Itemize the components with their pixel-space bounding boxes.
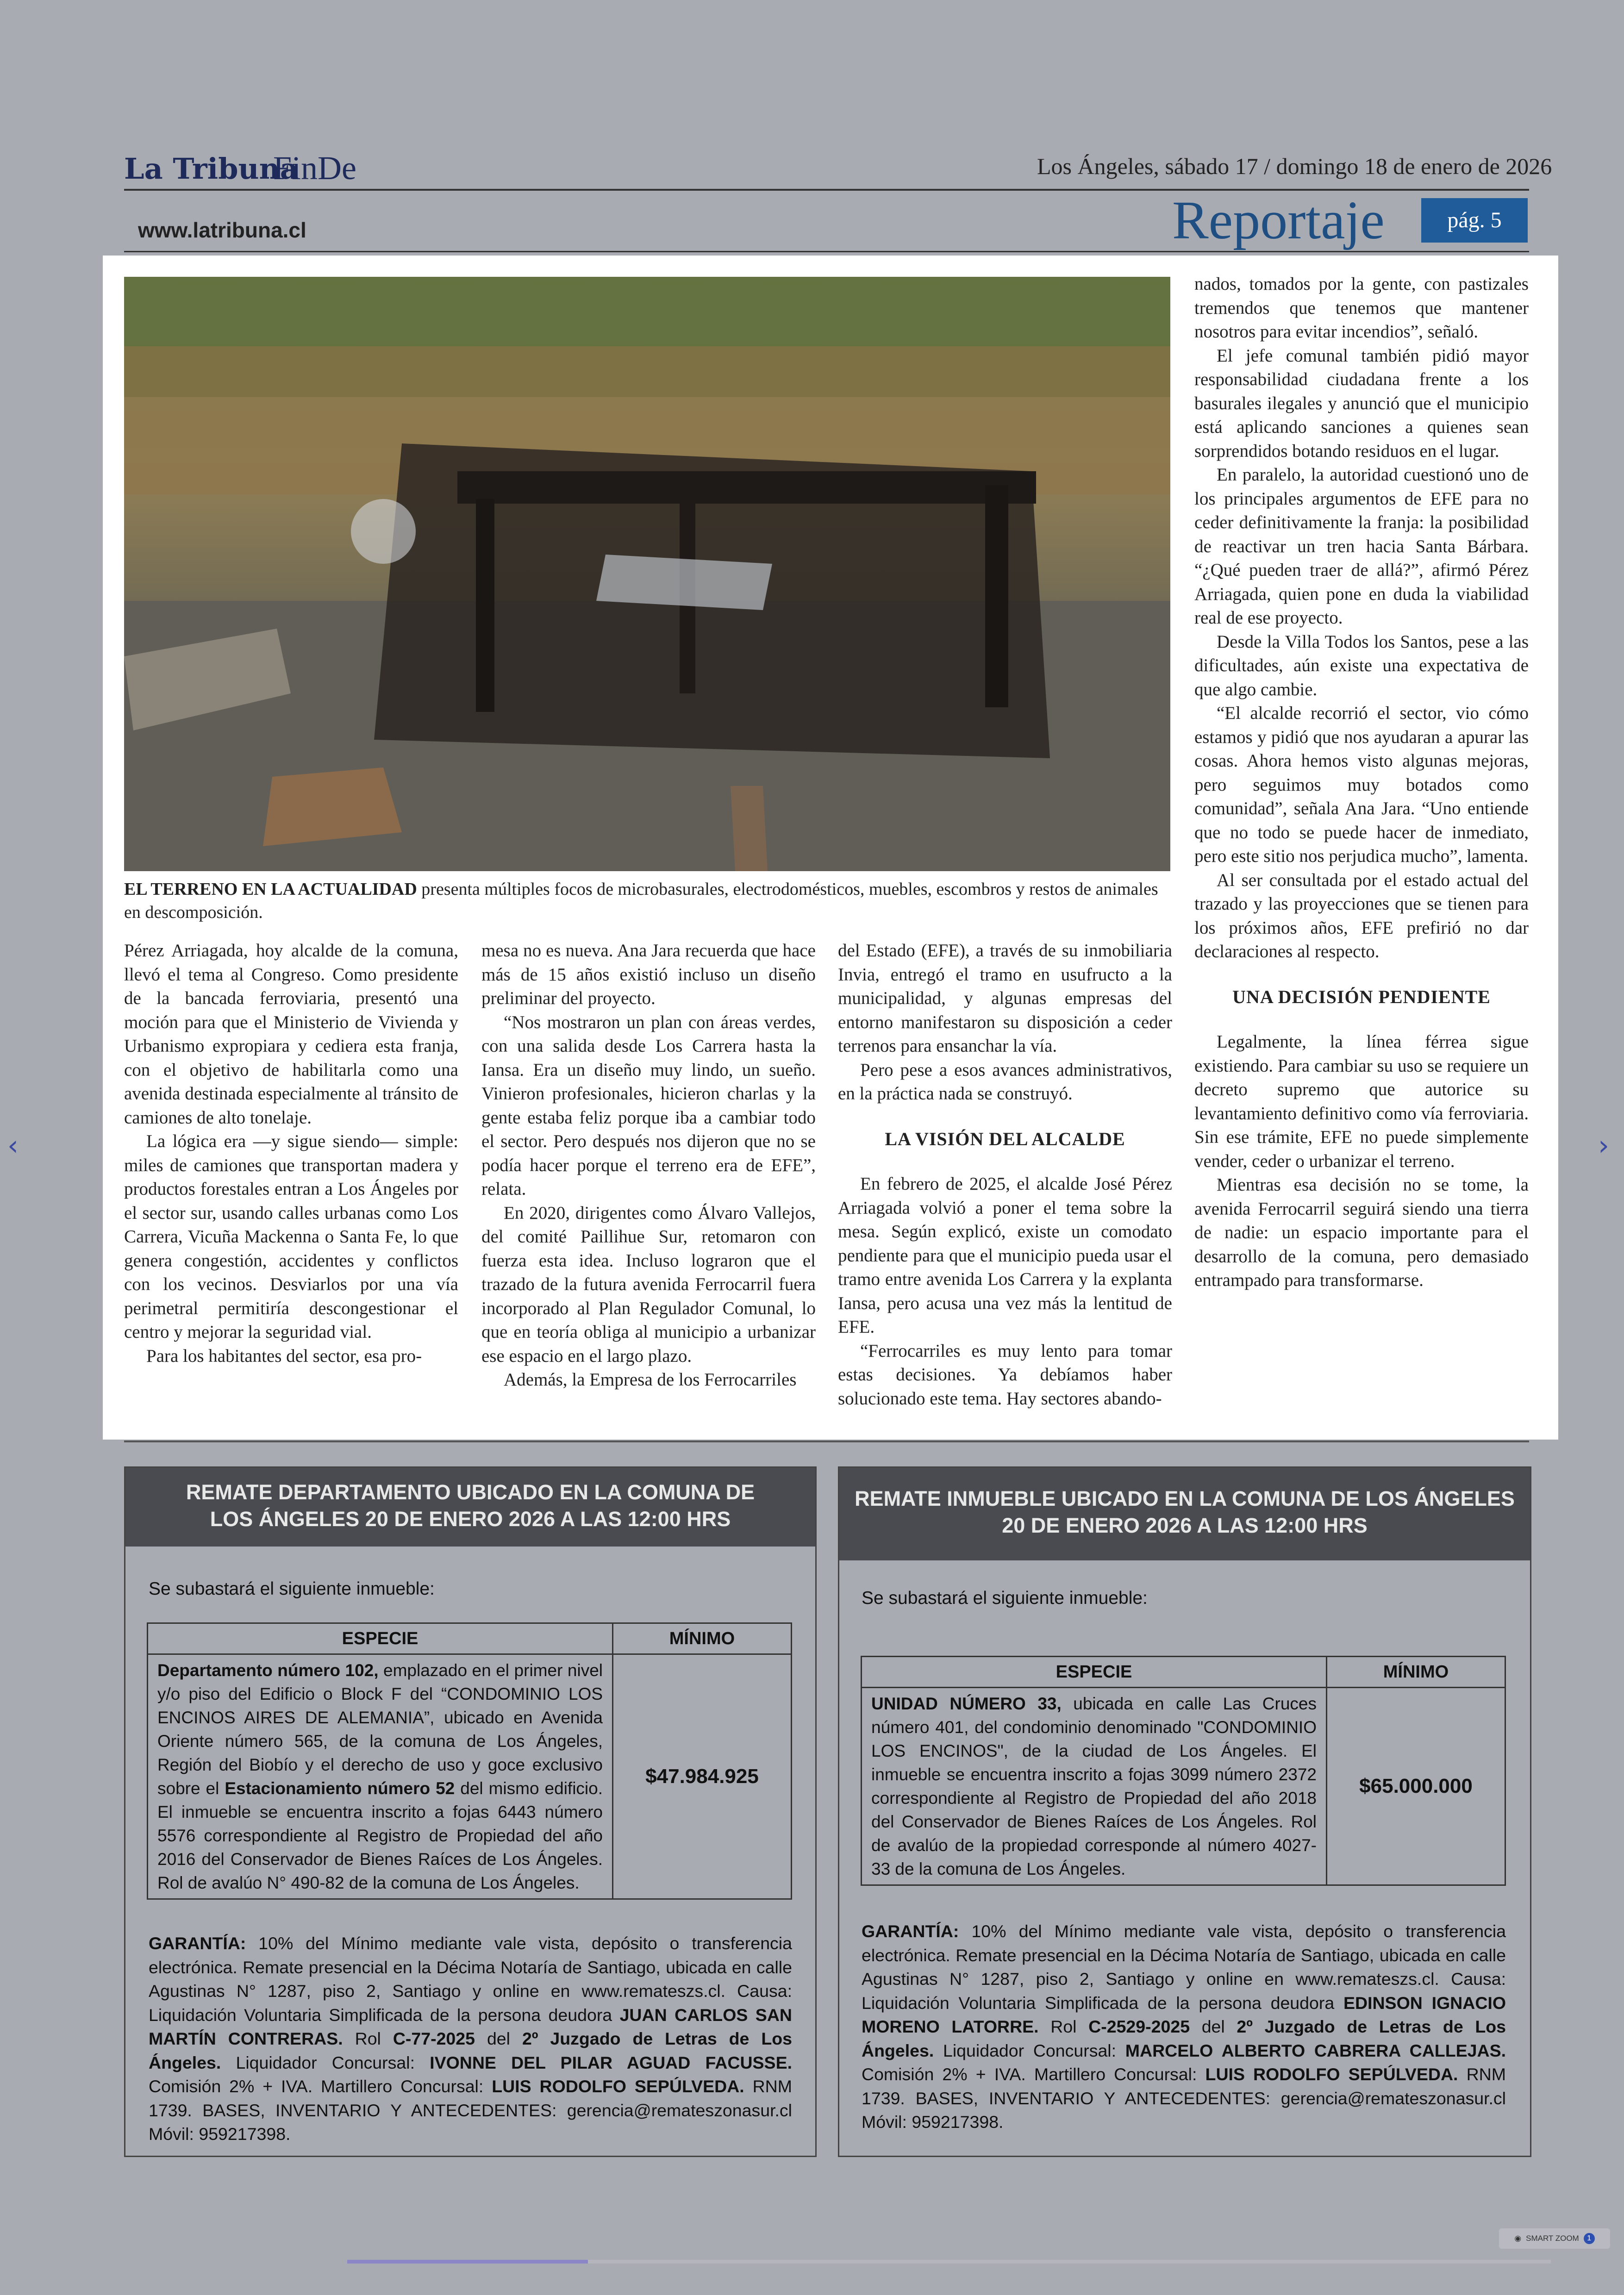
column-header-especie: ESPECIE (862, 1657, 1327, 1688)
bold-text: LUIS RODOLFO SEPÚLVEDA. (1205, 2064, 1458, 2084)
issue-date: Los Ángeles, sábado 17 / domingo 18 de enero de 2026 (1037, 153, 1552, 179)
minimum-price: $65.000.000 (1327, 1688, 1505, 1885)
text: del mismo edificio. El inmueble se encuentra inscrito a fojas 6443 número 5576 correspondiente al Registro de Propiedad del año 2016 del Conservador de Bienes Raíces de Los Ángeles. Rol de avalúo N° 490-82 de la comuna de Los Ángeles. (157, 1779, 603, 1892)
bold-text: IVONNE DEL PILAR AGUAD FACUSSE. (430, 2052, 792, 2072)
text: RNM 1739. BASES, INVENTARIO Y ANTECEDENTES: gerencia@remateszonasur.cl Móvil: 959217398. (862, 2064, 1506, 2132)
bold-text: C-77-2025 (393, 2029, 475, 2048)
paragraph: Pero pese a esos avances administrativos, en la práctica nada se construyó. (838, 1060, 1172, 1104)
website-url: www.latribuna.cl (138, 218, 306, 242)
article-column-2 (481, 939, 816, 1392)
paragraph: Para los habitantes del sector, esa pro- (146, 1346, 422, 1366)
auction-title (125, 1468, 815, 1547)
paragraph: Mientras esa decisión no se tome, la avenida Ferrocarril seguirá siendo una tierra de nadie: un espacio importante para el desarrollo de la comuna, pero demasiado entrampado para transformarse. (1194, 1175, 1529, 1290)
bold-text: UNIDAD NÚMERO 33, (871, 1694, 1062, 1713)
zoom-level-badge: 1 (1584, 2233, 1595, 2244)
page-progress-fill (347, 2260, 588, 2264)
text: emplazado en el primer nivel y/o piso del Edificio o Block F del “CONDOMINIO LOS ENCINOS AIRES DE ALEMANIA”, ubicado en Avenida Oriente número 565, de la comuna de Los Ángeles, Región del Biobío y el derecho de uso y goce exclusivo sobre el (157, 1661, 603, 1798)
paragraph: del Estado (EFE), a través de su inmobiliaria Invia, entregó el tramo en usufructo a la municipalidad, y algunas empresas del entorno manifestaron su disposición a ceder terrenos para ensanchar la vía. (838, 941, 1172, 1056)
paragraph: Legalmente, la línea férrea sigue existiendo. Para cambiar su uso se requiere un decreto supremo que autorice su levantamiento definitivo como vía ferroviaria. Sin ese trámite, EFE no puede simplemente vender, ceder o urbanizar el terreno. (1194, 1032, 1529, 1171)
text: Rol (1038, 2017, 1089, 2036)
auction-ad-1 (124, 1466, 817, 2157)
paragraph: mesa no es nueva. Ana Jara recuerda que hace más de 15 años existió incluso un diseño preliminar del proyecto. (481, 941, 816, 1008)
chevron-right-icon[interactable]: › (1598, 1129, 1609, 1162)
paragraph: Desde la Villa Todos los Santos, pese a las dificultades, aún existe una expectativa de que algo cambie. (1194, 631, 1529, 699)
article-column-3 (838, 939, 1172, 1410)
bold-text: JUAN CARLOS SAN MARTÍN CONTRERAS. (149, 2005, 792, 2048)
header-divider-2 (124, 251, 1529, 252)
minimum-price: $47.984.925 (613, 1654, 792, 1899)
subheading: UNA DECISIÓN PENDIENTE (1232, 986, 1491, 1007)
article-bottom-divider (124, 1441, 1529, 1442)
auction-title (839, 1468, 1530, 1560)
auction-title-line-1: REMATE DEPARTAMENTO UBICADO EN LA COMUNA DE (186, 1480, 755, 1504)
smart-zoom-label: SMART ZOOM (1526, 2234, 1579, 2243)
paragraph: Pérez Arriagada, hoy alcalde de la comuna, llevó el tema al Congreso. Como presidente de la bancada ferroviaria, presentó una moción para que el Ministerio de Vivienda y Urbanismo expropiara y cediera esta franja, con el objetivo de habilitarla como una avenida destinada especialmente al tránsito de camiones de alto tonelaje. (124, 941, 458, 1128)
property-description (148, 1654, 613, 1899)
supplement-name: FinDe (273, 150, 356, 187)
paragraph: En 2020, dirigentes como Álvaro Vallejos, del comité Paillihue Sur, retomaron con fuerza esta idea. Incluso lograron que el trazado de la futura avenida Ferrocarril fuera incorporado al Plan Regulador Comunal, lo que en teoría obliga al municipio a urbanizar ese espacio en el largo plazo. (481, 1203, 816, 1366)
section-title: Reportaje (1172, 190, 1385, 250)
caption-lead: EL TERRENO EN LA ACTUALIDAD (124, 879, 417, 899)
paragraph: “Nos mostraron un plan con áreas verdes, con una salida desde Los Carrera hasta la Iansa. Era un diseño muy lindo, un sueño. Vinieron profesionales, hicieron charlas y la gente estaba feliz porque iba a cambiar todo el sector. Pero después nos dijeron que no se podía hacer porque el terreno era de EFE”, relata. (481, 1012, 816, 1199)
bold-text: GARANTÍA: (149, 1933, 246, 1953)
bold-text: GARANTÍA: (862, 1921, 959, 1941)
smart-zoom-button[interactable] (1499, 2228, 1610, 2249)
chevron-left-icon[interactable]: ‹ (7, 1129, 19, 1162)
text: del (475, 2029, 522, 2048)
bold-text: Estacionamiento número 52 (225, 1779, 455, 1798)
column-header-minimo: MÍNIMO (1327, 1657, 1505, 1688)
burnt-furniture-photo (124, 277, 1170, 871)
paragraph: Además, la Empresa de los Ferrocarriles (504, 1370, 797, 1390)
guarantee-text (149, 1932, 792, 2146)
auction-intro: Se subastará el siguiente inmueble: (862, 1588, 1148, 1608)
bold-text: MARCELO ALBERTO CABRERA CALLEJAS. (1125, 2040, 1506, 2060)
property-description (862, 1688, 1327, 1885)
auction-ad-2 (838, 1466, 1531, 2157)
photo-caption (124, 878, 1170, 924)
text: 10% del Mínimo mediante vale vista, depósito o transferencia electrónica. Remate presencial en la Décima Notaría de Santiago, ubicada en calle Agustinas N° 1287, piso 2, Santiago y online en www.remateszs.cl. Causa: Liquidación Voluntaria Simplificada de la persona deudora (862, 1921, 1506, 2013)
paragraph: “El alcalde recorrió el sector, vio cómo estamos y pidió que nos ayudaran a apurar las cosas. Ahora hemos visto algunas mejoras, pero seguimos muy botados como comunidad”, señala Ana Jara. “Uno entiende que no todo se puede hacer de inmediato, pero este sitio nos perjudica mucho”, lamenta. (1194, 703, 1529, 866)
paragraph: “Ferrocarriles es muy lento para tomar estas decisiones. Ya debíamos haber solucionado este tema. Hay sectores abando- (838, 1341, 1172, 1409)
auction-table (861, 1656, 1506, 1886)
auction-title-line-1: REMATE INMUEBLE UBICADO EN LA COMUNA DE LOS ÁNGELES (855, 1487, 1515, 1510)
text: Rol (343, 2029, 393, 2048)
article-photo (124, 277, 1170, 871)
auction-table (147, 1622, 792, 1900)
subheading: LA VISIÓN DEL ALCALDE (885, 1128, 1125, 1149)
column-header-minimo: MÍNIMO (613, 1623, 792, 1654)
bold-text: Departamento número 102, (157, 1661, 379, 1680)
text: Liquidador Concursal: (934, 2040, 1125, 2060)
text: Liquidador Concursal: (221, 2052, 430, 2072)
bold-text: LUIS RODOLFO SEPÚLVEDA. (492, 2077, 744, 2096)
text: RNM 1739. BASES, INVENTARIO Y ANTECEDENTES: gerencia@remateszonasur.cl Móvil: 959217398. (149, 2077, 792, 2144)
paragraph: En febrero de 2025, el alcalde José Pérez Arriagada volvió a poner el tema sobre la mesa. Según explicó, existe un comodato pendiente para que el municipio pueda usar el tramo entre avenida Los Carrera y la explanta Iansa, pero acusa una vez más la lentitud de EFE. (838, 1174, 1172, 1337)
bold-text: 2º Juzgado de Letras de Los Ángeles. (149, 2029, 792, 2072)
paragraph: El jefe comunal también pidió mayor responsabilidad ciudadana frente a los basurales ilegales y anunció que el municipio está aplicando sanciones a quienes sean sorprendidos botando residuos en el lugar. (1194, 345, 1529, 461)
bold-text: C-2529-2025 (1088, 2017, 1190, 2036)
auction-intro: Se subastará el siguiente inmueble: (149, 1579, 435, 1599)
column-header-especie: ESPECIE (148, 1623, 613, 1654)
newspaper-logo: La Tribuna (124, 152, 299, 186)
text: del (1190, 2017, 1237, 2036)
auction-title-line-2: LOS ÁNGELES 20 DE ENERO 2026 A LAS 12:00 HRS (210, 1507, 731, 1531)
text: Comisión 2% + IVA. Martillero Concursal: (862, 2064, 1206, 2084)
guarantee-text (862, 1920, 1506, 2134)
paragraph: La lógica era —y sigue siendo— simple: miles de camiones que transportan madera y productos forestales entran a Los Ángeles por el sector sur, usando calles urbanas como Los Carrera, Vicuña Mackenna o Santa Fe, lo que genera congestión, accidentes y conflictos con los vecinos. Desviarlos por una vía perimetral permitiría descongestionar el centro y mejorar la seguridad vial. (124, 1131, 458, 1342)
eye-icon: ◉ (1514, 2234, 1522, 2243)
paragraph: En paralelo, la autoridad cuestionó uno de los principales argumentos de EFE para no ceder definitivamente la franja: la posibilidad de reactivar un tren hacia Santa Bárbara. “¿Qué pueden traer de allá?”, afirmó Pérez Arriagada, quien pone en duda la viabilidad real de ese proyecto. (1194, 465, 1529, 628)
caption-text: presenta múltiples focos de microbasurales, electrodomésticos, muebles, escombros y restos de animales en descomposición. (124, 879, 1158, 922)
bold-text: EDINSON IGNACIO MORENO LATORRE. (862, 1993, 1506, 2036)
text: Comisión 2% + IVA. Martillero Concursal: (149, 2077, 492, 2096)
paragraph: nados, tomados por la gente, con pastizales tremendos que tenemos que mantener nosotros para evitar incendios”, señaló. (1194, 274, 1529, 342)
page-number-badge: pág. 5 (1421, 198, 1528, 243)
text: 10% del Mínimo mediante vale vista, depósito o transferencia electrónica. Remate presencial en la Décima Notaría de Santiago, ubicada en calle Agustinas N° 1287, piso 2, Santiago y online en www.remateszs.cl. Causa: Liquidación Voluntaria Simplificada de la persona deudora (149, 1933, 792, 2025)
text: ubicada en calle Las Cruces número 401, del condominio denominado "CONDOMINIO LOS ENCINOS", de la ciudad de Los Ángeles. El inmueble se encuentra inscrito a fojas 3099 número 2372 correspondiente al Registro de Propiedad del año 2018 del Conservador de Bienes Raíces de Los Ángeles. Rol de avalúo de la propiedad corresponde al número 4027-33 de la comuna de Los Ángeles. (871, 1694, 1317, 1878)
bold-text: 2º Juzgado de Letras de Los Ángeles. (862, 2017, 1506, 2060)
article-column-1 (124, 939, 458, 1368)
auction-title-line-2: 20 DE ENERO 2026 A LAS 12:00 HRS (1002, 1514, 1368, 1537)
paragraph: Al ser consultada por el estado actual del trazado y las proyecciones que se tienen para los próximos años, EFE prefirió no dar declaraciones al respecto. (1194, 870, 1529, 961)
article-column-4 (1194, 272, 1529, 1292)
